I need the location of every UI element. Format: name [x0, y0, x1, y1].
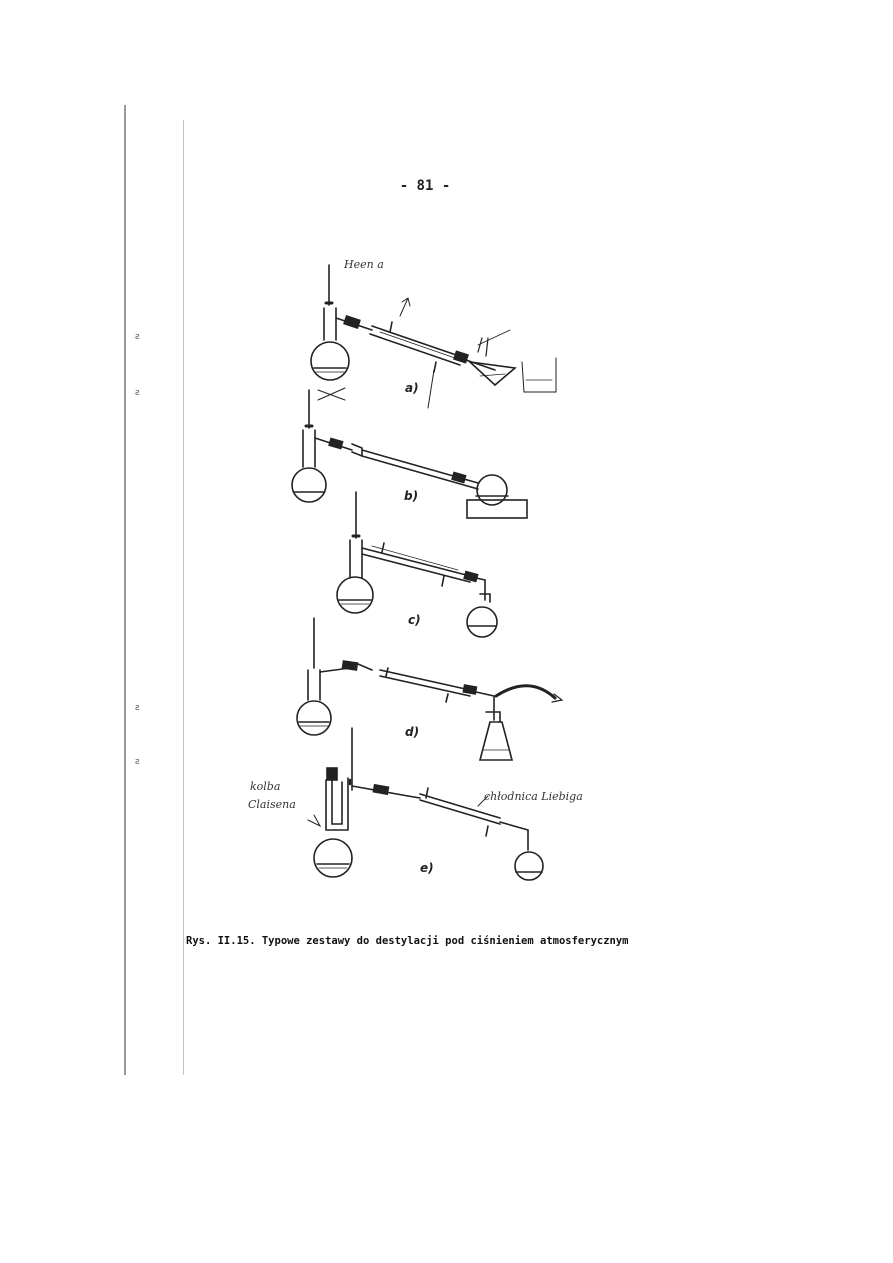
scan-speck: ƨ [135, 757, 140, 767]
apparatus-d [297, 618, 562, 760]
handwritten-flask-label-1: kolba [250, 780, 281, 793]
panel-label-d: d) [405, 725, 420, 739]
panel-label-b: b) [404, 489, 419, 503]
scan-speck: ƨ [135, 703, 140, 713]
apparatus-e [308, 728, 543, 880]
handwritten-flask-label-2: Claisena [248, 798, 296, 811]
apparatus-a [311, 265, 556, 408]
handwritten-note-top: Heen a [344, 258, 384, 271]
handwritten-condenser-label: chłodnica Liebiga [484, 790, 583, 803]
page-number: - 81 - [399, 178, 451, 194]
scan-speck: ƨ [135, 388, 140, 398]
figure-caption: Rys. II.15. Typowe zestawy do destylacji pod ciśnieniem atmosferycznym [186, 935, 629, 947]
scan-speck: ƨ [135, 332, 140, 342]
panel-label-e: e) [420, 861, 434, 875]
panel-label-a: a) [405, 381, 419, 395]
panel-label-c: c) [408, 613, 421, 627]
